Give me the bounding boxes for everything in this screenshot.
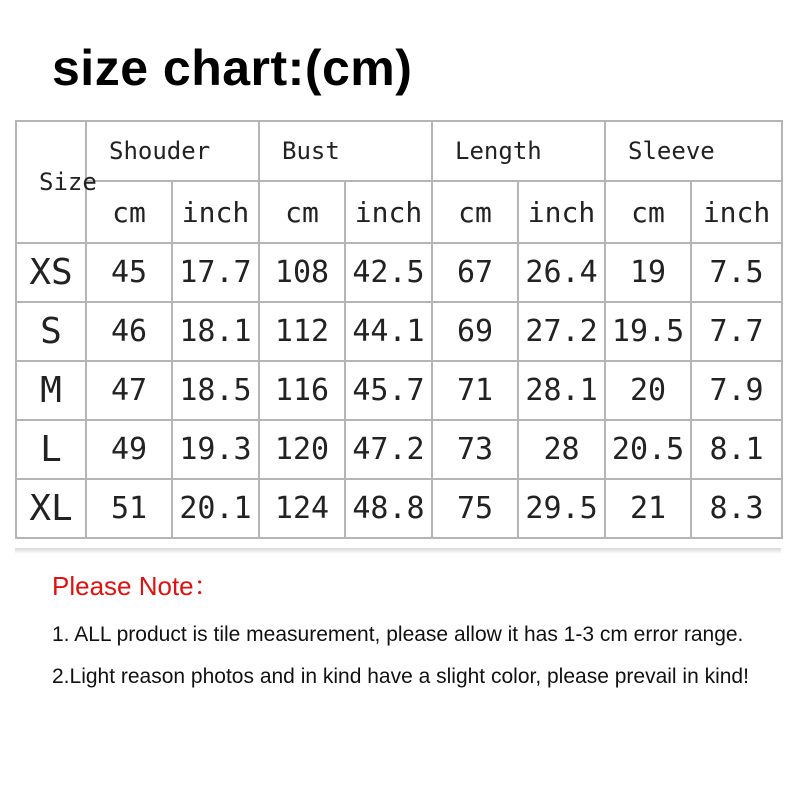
table-cell: 47.2 — [345, 420, 432, 479]
unit-header: inch — [345, 181, 432, 243]
table-cell: 20.1 — [172, 479, 259, 538]
size-label: XL — [16, 479, 86, 538]
table-cell: 48.8 — [345, 479, 432, 538]
size-table — [15, 120, 783, 539]
table-cell: 75 — [432, 479, 518, 538]
header-row-groups — [16, 121, 782, 181]
unit-header: inch — [172, 181, 259, 243]
table-cell: 8.1 — [691, 420, 782, 479]
table-cell: 42.5 — [345, 243, 432, 302]
table-cell: 28.1 — [518, 361, 605, 420]
unit-header: inch — [691, 181, 782, 243]
table-cell: 51 — [86, 479, 172, 538]
header-row-units — [16, 181, 782, 243]
table-cell: 71 — [432, 361, 518, 420]
table-cell: 69 — [432, 302, 518, 361]
note-title: Please Note： — [52, 571, 220, 601]
table-cell: 27.2 — [518, 302, 605, 361]
table-cell: 28 — [518, 420, 605, 479]
size-label: XS — [16, 243, 86, 302]
table-cutoff-edge — [15, 548, 781, 554]
size-chart-table — [15, 120, 785, 550]
table-cell: 18.1 — [172, 302, 259, 361]
table-cell: 20.5 — [605, 420, 691, 479]
unit-header: cm — [86, 181, 172, 243]
table-cell: 18.5 — [172, 361, 259, 420]
group-header-bust: Bust — [259, 121, 432, 181]
table-cell: 67 — [432, 243, 518, 302]
table-cell: 108 — [259, 243, 345, 302]
table-row — [16, 302, 782, 361]
table-cell: 7.7 — [691, 302, 782, 361]
table-cell: 7.5 — [691, 243, 782, 302]
size-column-header: Size — [16, 121, 86, 243]
note-line-2: 2.Light reason photos and in kind have a slight color, please prevail in kind! — [52, 665, 749, 688]
size-label: S — [16, 302, 86, 361]
unit-header: inch — [518, 181, 605, 243]
table-cell: 120 — [259, 420, 345, 479]
unit-header: cm — [432, 181, 518, 243]
table-cell: 29.5 — [518, 479, 605, 538]
page-title: size chart:(cm) — [52, 40, 413, 96]
note-body — [52, 614, 792, 698]
table-cell: 19 — [605, 243, 691, 302]
table-cell: 19.5 — [605, 302, 691, 361]
table-cell: 45.7 — [345, 361, 432, 420]
unit-header: cm — [259, 181, 345, 243]
table-cell: 46 — [86, 302, 172, 361]
table-cell: 20 — [605, 361, 691, 420]
table-cell: 124 — [259, 479, 345, 538]
group-header-length: Length — [432, 121, 605, 181]
unit-header: cm — [605, 181, 691, 243]
table-row — [16, 243, 782, 302]
table-cell: 7.9 — [691, 361, 782, 420]
note-line-1: 1. ALL product is tile measurement, please allow it has 1-3 cm error range. — [52, 623, 744, 646]
table-cell: 8.3 — [691, 479, 782, 538]
group-header-shoulder: Shouder — [86, 121, 259, 181]
table-cell: 116 — [259, 361, 345, 420]
table-cell: 44.1 — [345, 302, 432, 361]
size-label: M — [16, 361, 86, 420]
table-cell: 17.7 — [172, 243, 259, 302]
table-row — [16, 420, 782, 479]
table-cell: 21 — [605, 479, 691, 538]
table-cell: 45 — [86, 243, 172, 302]
table-cell: 112 — [259, 302, 345, 361]
table-cell: 47 — [86, 361, 172, 420]
table-cell: 26.4 — [518, 243, 605, 302]
size-label: L — [16, 420, 86, 479]
table-cell: 49 — [86, 420, 172, 479]
group-header-sleeve: Sleeve — [605, 121, 782, 181]
table-row — [16, 361, 782, 420]
table-row — [16, 479, 782, 538]
table-cell: 73 — [432, 420, 518, 479]
table-cell: 19.3 — [172, 420, 259, 479]
